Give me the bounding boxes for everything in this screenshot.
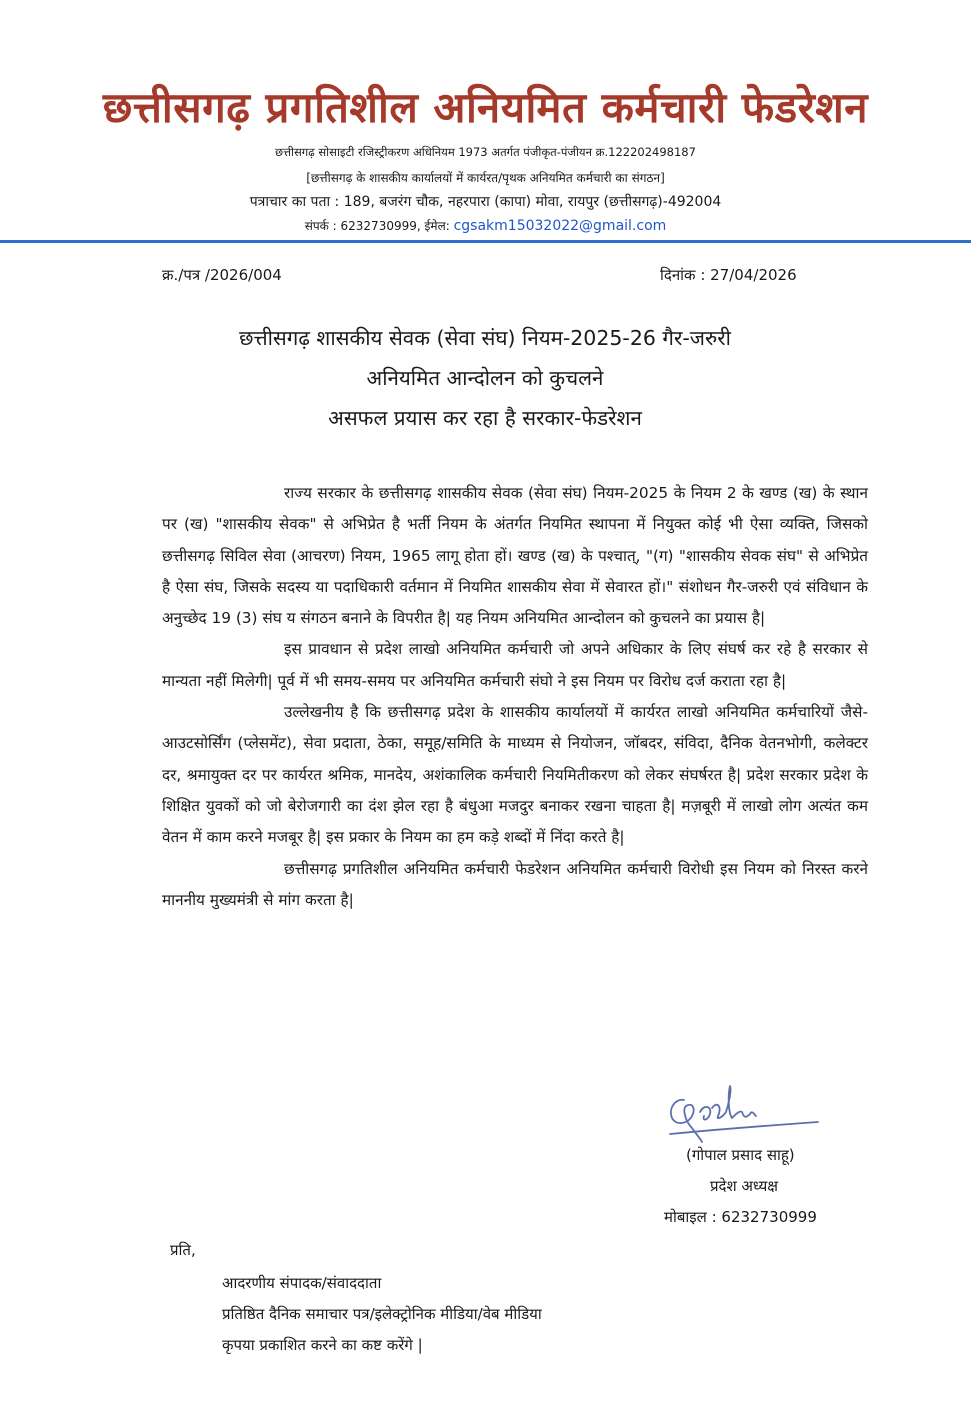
signatory-block: [640, 1140, 880, 1233]
reference-number: क्र./पत्र /2026/004: [162, 266, 282, 284]
letter-body: [162, 478, 868, 916]
headline-line: असफल प्रयास कर रहा है सरकार-फेडरेशन: [328, 406, 642, 430]
organization-subtitle: [छत्तीसगढ़ के शासकीय कार्यालयों में कार्यरत/पृथक अनियमित कर्मचारी का संगठन]: [306, 171, 665, 185]
contact-line: [0, 217, 971, 234]
body-paragraph: छत्तीसगढ़ प्रगतिशील अनियमित कर्मचारी फेडरेशन अनियमित कर्मचारी विरोधी इस नियम को निरस्त करने माननीय मुख्यमंत्री से मांग करता है|: [162, 859, 868, 909]
email-link[interactable]: cgsakm15032022@gmail.com: [453, 218, 667, 234]
recipient-line: कृपया प्रकाशित करने का कष्ट करेंगे |: [222, 1336, 423, 1354]
letter-date: दिनांक : 27/04/2026: [660, 266, 797, 284]
signatory-name: (गोपाल प्रसाद साहू): [686, 1146, 795, 1164]
recipient-line: प्रतिष्ठित दैनिक समाचार पत्र/इलेक्ट्रोनिक मीडिया/वेब मीडिया: [222, 1305, 542, 1323]
body-paragraph: इस प्रावधान से प्रदेश लाखो अनियमित कर्मचारी जो अपने अधिकार के लिए संघर्ष कर रहे है सरकार से मान्यता नहीं मिलेगी| पूर्व में भी समय-समय पर अनियमित कर्मचारी संघो ने इस नियम पर विरोध दर्ज कराता रहा है|: [162, 640, 868, 690]
headline-line: छत्तीसगढ़ शासकीय सेवक (सेवा संघ) नियम-2025-26 गैर-जरुरी: [239, 326, 731, 350]
letter-headline: [90, 318, 880, 438]
registration-line: छत्तीसगढ़ सोसाइटी रजिस्ट्रीकरण अधिनियम 1973 अतर्गत पंजीकृत-पंजीयन क्र.122202498187: [275, 145, 696, 159]
recipient-label: प्रति,: [170, 1241, 196, 1259]
body-paragraph: उल्लेखनीय है कि छत्तीसगढ़ प्रदेश के शासकीय कार्यालयों में कार्यरत लाखो अनियमित कर्मचारियों जैसे-आउटसोर्सिंग (प्लेसमेंट), सेवा प्रदाता, ठेका, समूह/समिति के माध्यम से नियोजन, जॉबदर, संविदा, दैनिक वेतनभोगी, कलेक्टर दर, श्रमायुक्त दर पर कार्यरत श्रमिक, मानदेय, अशंकालिक कर्मचारी नियमितीकरण को लेकर संघर्षरत है| प्रदेश सरकार प्रदेश के शिक्षित युवकों को जो बेरोजगारी का दंश झेल रहा है बंधुआ मजदुर बनाकर रखना चाहता है| मज़बूरी में लाखो लोग अत्यंत कम वेतन में काम करने मजबूर है| इस प्रकार के नियम का हम कड़े शब्दों में निंदा करते है|: [162, 703, 868, 847]
postal-address: पत्राचार का पता : 189, बजरंग चौक, नहरपारा (कापा) मोवा, रायपुर (छत्तीसगढ़)-492004: [249, 194, 722, 210]
signatory-mobile: मोबाइल : 6232730999: [664, 1208, 817, 1226]
headline-line: अनियमित आन्दोलन को कुचलने: [366, 366, 604, 390]
recipient-list: [222, 1268, 542, 1361]
contact-prefix: संपर्क : 6232730999, ईमेल:: [304, 219, 450, 233]
header-divider: [0, 240, 971, 243]
body-paragraph: राज्य सरकार के छत्तीसगढ़ शासकीय सेवक (सेवा संघ) नियम-2025 के नियम 2 के खण्ड (ख) के स्थान पर (ख) "शासकीय सेवक" से अभिप्रेत है भर्ती नियम के अंतर्गत नियमित स्थापना में नियुक्त कोई भी ऐसा व्यक्ति, जिसको छत्तीसगढ़ सिविल सेवा (आचरण) नियम, 1965 लागू होता हों। खण्ड (ख) के पश्चात्, "(ग) "शासकीय सेवक संघ" से अभिप्रेत है ऐसा संघ, जिसके सदस्य या पदाधिकारी वर्तमान में नियमित शासकीय सेवा में सेवारत हों।" संशोधन गैर-जरुरी एवं संविधान के अनुच्छेद 19 (3) संघ य संगठन बनाने के विपरीत है| यह नियम अनियमित आन्दोलन को कुचलने का प्रयास है|: [162, 484, 868, 628]
organization-title: छत्तीसगढ़ प्रगतिशील अनियमित कर्मचारी फेडरेशन: [102, 83, 869, 132]
recipient-line: आदरणीय संपादक/संवाददाता: [222, 1274, 382, 1292]
signatory-designation: प्रदेश अध्यक्ष: [710, 1177, 779, 1195]
